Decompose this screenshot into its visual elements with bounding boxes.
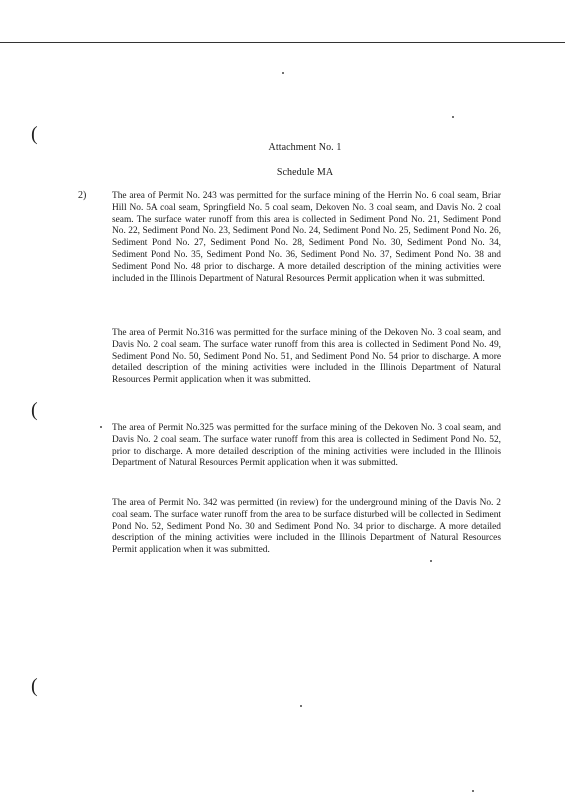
scan-speck xyxy=(100,426,102,428)
permit-325-paragraph: The area of Permit No.325 was permitted for the surface mining of the Dekoven No. 3 coal seam, and Davis No. 2 coal seam. The surface water runoff from this area is collected in Sediment Pond No. 52, prior to discharge. A more detailed description of the mining activities were included in the Illinois Department of Natural Resources Permit application when it was submitted. xyxy=(112,423,501,469)
attachment-title: Attachment No. 1 xyxy=(268,142,342,153)
punch-hole-mark-middle: ( xyxy=(31,399,38,421)
permit-243-paragraph: The area of Permit No. 243 was permitted for the surface mining of the Herrin No. 6 coal seam, Briar Hill No. 5A coal seam, Springfield No. 5 coal seam, Dekoven No. 3 coal seam, and Davis No. 2 coal seam. The surface water runoff from this area is collected in Sediment Pond No. 21, Sediment Pond No. 22, Sediment Pond No. 23, Sediment Pond No. 24, Sediment Pond No. 25, Sediment Pond No. 26, Sediment Pond No. 27, Sediment Pond No. 28, Sediment Pond No. 30, Sediment Pond No. 34, Sediment Pond No. 35, Sediment Pond No. 36, Sediment Pond No. 37, Sediment Pond No. 38 and Sediment Pond No. 48 prior to discharge. A more detailed description of the mining activities were included in the Illinois Department of Natural Resources Permit application when it was submitted. xyxy=(112,191,501,284)
top-edge-line xyxy=(0,42,565,43)
permit-342-paragraph: The area of Permit No. 342 was permitted (in review) for the underground mining of the Davis No. 2 coal seam. The surface water runoff from the area to be surface disturbed will be collected in Sediment Pond No. 52, Sediment Pond No. 30 and Sediment Pond No. 34 prior to discharge. A more detailed description of the mining activities were included in the Illinois Department of Natural Resources Permit application when it was submitted. xyxy=(112,498,501,556)
scan-speck xyxy=(430,560,432,562)
scan-speck xyxy=(300,705,302,707)
punch-hole-mark-bottom: ( xyxy=(31,675,38,697)
scan-speck xyxy=(452,116,454,118)
item-number: 2) xyxy=(78,190,87,201)
scan-speck xyxy=(472,790,474,792)
punch-hole-mark-top: ( xyxy=(31,123,38,145)
schedule-title: Schedule MA xyxy=(276,167,334,178)
scan-speck xyxy=(282,72,284,74)
permit-316-paragraph: The area of Permit No.316 was permitted for the surface mining of the Dekoven No. 3 coal seam, and Davis No. 2 coal seam. The surface water runoff from this area is collected in Sediment Pond No. 49, Sediment Pond No. 50, Sediment Pond No. 51, and Sediment Pond No. 54 prior to discharge. A more detailed description of the mining activities were included in the Illinois Department of Natural Resources Permit application when it was submitted. xyxy=(112,328,501,386)
